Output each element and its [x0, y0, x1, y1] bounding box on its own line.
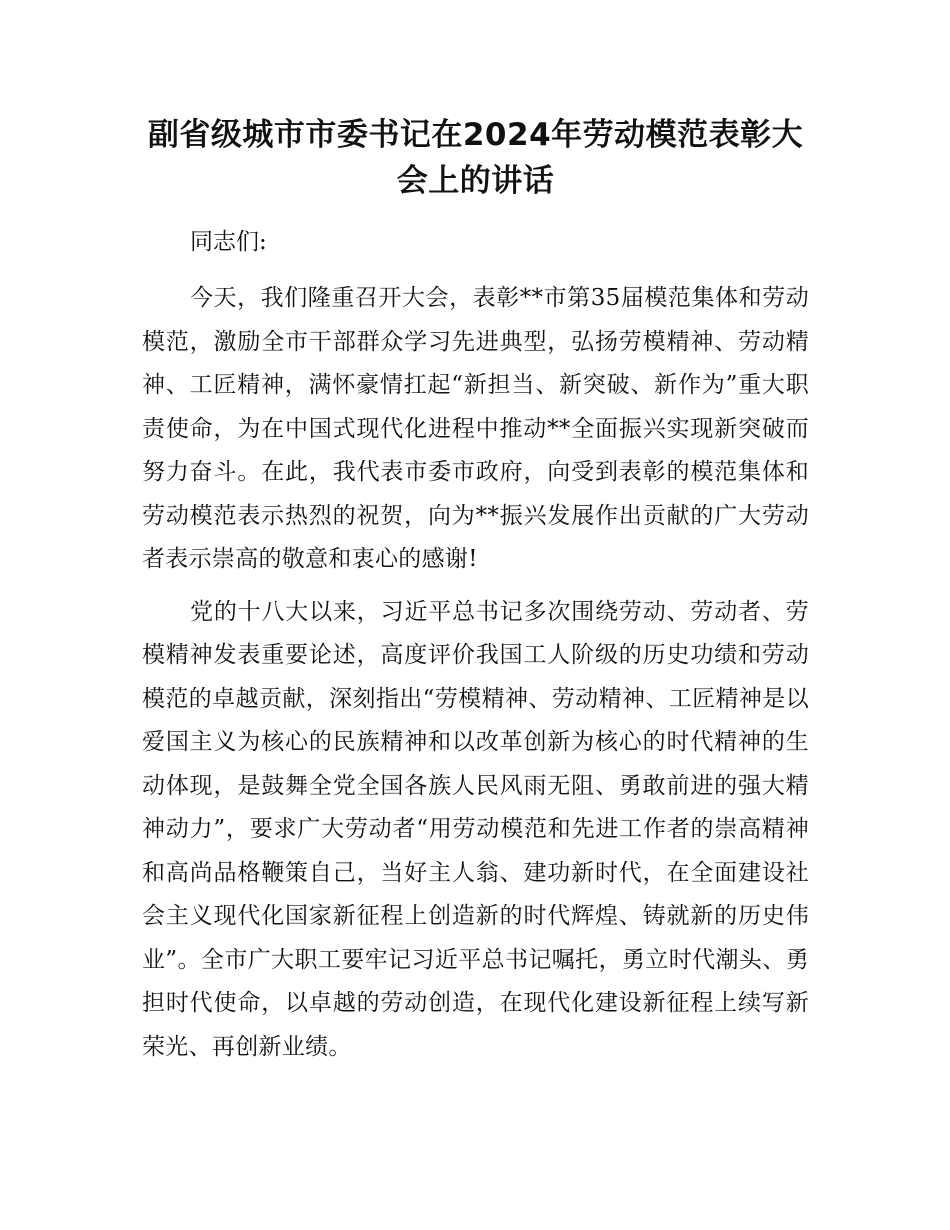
document-page	[142, 112, 809, 1078]
body-paragraph-2: 党的十八大以来，习近平总书记多次围绕劳动、劳动者、劳模精神发表重要论述，高度评价我国工人阶级的历史功绩和劳动模范的卓越贡献，深刻指出“劳模精神、劳动精神、工匠精神是以爱国主义为核心的民族精神和以改革创新为核心的时代精神的生动体现，是鼓舞全党全国各族人民风雨无阻、勇敢前进的强大精神动力”，要求广大劳动者“用劳动模范和先进工作者的崇高精神和高尚品格鞭策自己，当好主人翁、建功新时代，在全面建设社会主义现代化国家新征程上创造新的时代辉煌、铸就新的历史伟业”。全市广大职工要牢记习近平总书记嘱托，勇立时代潮头、勇担时代使命，以卓越的劳动创造，在现代化建设新征程上续写新荣光、再创新业绩。	[142, 598, 809, 1060]
salutation: 同志们:	[190, 229, 267, 255]
body-paragraph-1: 今天，我们隆重召开大会，表彰**市第35届模范集体和劳动模范，激励全市干部群众学习先进典型，弘扬劳模精神、劳动精神、工匠精神，满怀豪情扛起“新担当、新突破、新作为”重大职责使命，为在中国式现代化进程中推动**全面振兴实现新突破而努力奋斗。在此，我代表市委市政府，向受到表彰的模范集体和劳动模范表示热烈的祝贺，向为**振兴发展作出贡献的广大劳动者表示崇高的敬意和衷心的感谢!	[142, 285, 809, 572]
document-title: 副省级城市市委书记在2024年劳动模范表彰大会上的讲话	[147, 117, 804, 199]
